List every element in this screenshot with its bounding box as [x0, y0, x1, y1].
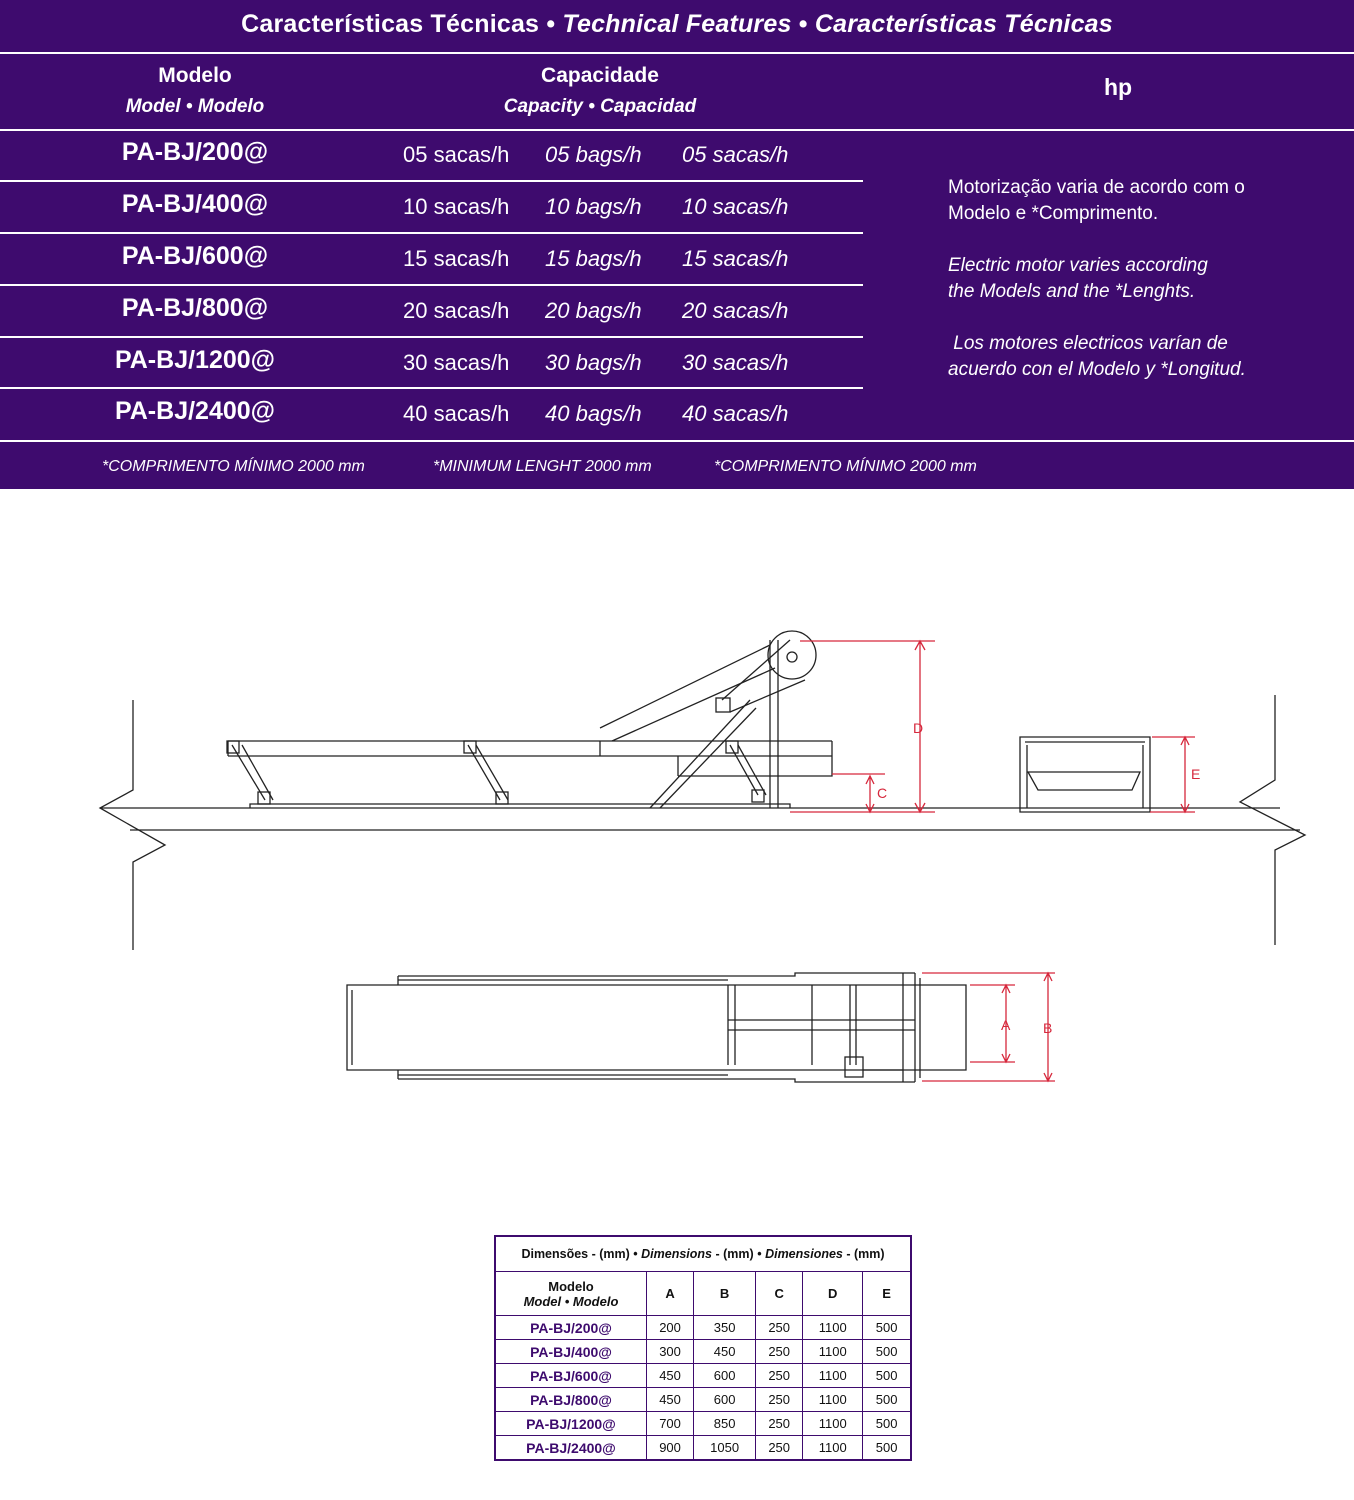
dimensions-table: [494, 1235, 912, 1461]
top-view-outline: [398, 973, 915, 985]
divider: [0, 440, 1354, 442]
cell-e: 500: [863, 1364, 911, 1388]
hp-note-es: [948, 331, 1348, 383]
support-legs: [227, 741, 790, 808]
motor-mount: [716, 698, 730, 712]
cell-model: PA-BJ/800@: [495, 1388, 647, 1412]
spec-row-capacity-es: 05 sacas/h: [682, 142, 789, 167]
drive-arm: [600, 645, 770, 728]
cell-d: 1100: [803, 1388, 863, 1412]
cell-c: 250: [756, 1340, 803, 1364]
footnote-es: *COMPRIMENTO MÍNIMO 2000 mm: [714, 458, 977, 475]
table-row: [495, 1388, 911, 1412]
hopper-outline: [1027, 745, 1143, 808]
top-view-outline: [728, 1020, 915, 1030]
spec-row-capacity-en: 40 bags/h: [545, 401, 642, 426]
cell-model: PA-BJ/600@: [495, 1364, 647, 1388]
hp-note-pt: [948, 175, 1348, 227]
spec-row: [0, 389, 863, 441]
hp-note-line: Motorização varia de acordo com o: [948, 177, 1245, 198]
spec-row-capacity-en: 10 bags/h: [545, 194, 642, 219]
spec-row-capacity-pt: 05 sacas/h: [403, 142, 510, 167]
hp-note-line: Electric motor varies according: [948, 255, 1208, 276]
spec-row-model: PA-BJ/800@: [121, 294, 269, 322]
header-model: [40, 60, 350, 122]
table-row: [495, 1412, 911, 1436]
cell-d: 1100: [803, 1436, 863, 1461]
belt: [730, 680, 805, 712]
dimension-labels-top: [1001, 1017, 1052, 1036]
cell-model: PA-BJ/2400@: [495, 1436, 647, 1461]
hp-note-line: acuerdo con el Modelo y *Longitud.: [948, 359, 1246, 380]
drive-assembly: [600, 631, 816, 808]
spec-row-model: PA-BJ/200@: [121, 138, 269, 166]
header-capacity-sub: Capacity • Capacidad: [503, 96, 697, 117]
motor-box: [845, 1057, 863, 1077]
hp-note-line: Modelo e *Comprimento.: [948, 203, 1159, 224]
cell-b: 1050: [694, 1436, 756, 1461]
title-pt: Características Técnicas: [241, 10, 540, 38]
dim-e-line: [1152, 737, 1195, 812]
caption-unit: - (mm): [846, 1247, 885, 1261]
spec-row: [0, 338, 863, 390]
technical-features-table: [0, 0, 1354, 489]
hp-note-en: [948, 253, 1348, 305]
spec-row-capacity-es: 10 sacas/h: [682, 194, 789, 219]
hp-note: [948, 175, 1348, 409]
cell-c: 250: [756, 1316, 803, 1340]
dim-b-line: [922, 973, 1055, 1081]
table-row: [495, 1436, 911, 1461]
cell-e: 500: [863, 1340, 911, 1364]
leg-bracket: [726, 741, 738, 753]
spec-row-capacity-pt: 30 sacas/h: [403, 350, 510, 375]
spec-row-capacity-pt: 15 sacas/h: [403, 246, 510, 271]
top-view-outline: [398, 980, 728, 1075]
dimension-lines-top: [922, 973, 1055, 1081]
right-break-mark: [1240, 695, 1305, 945]
cell-b: 600: [694, 1364, 756, 1388]
col-header-model-label: Modelo: [548, 1278, 594, 1294]
dimensions-caption: [495, 1236, 911, 1272]
cell-a: 450: [647, 1364, 694, 1388]
col-header-d: D: [803, 1272, 863, 1316]
technical-drawings: [0, 489, 1354, 1219]
spec-row-model: PA-BJ/400@: [121, 190, 269, 218]
dim-d-label: D: [913, 720, 924, 736]
spec-row-model: PA-BJ/1200@: [114, 346, 276, 374]
col-header-b: B: [694, 1272, 756, 1316]
col-header-model-sub: Model • Modelo: [523, 1293, 619, 1309]
title-sep: •: [798, 10, 808, 38]
spec-row: [0, 130, 863, 182]
col-header-model: [495, 1272, 647, 1316]
title-en: Technical Features: [562, 10, 792, 38]
caption-sep: •: [757, 1247, 762, 1261]
table-row: [495, 1364, 911, 1388]
top-view-outline: [903, 973, 920, 1082]
spec-row: [0, 182, 863, 234]
title-es: Características Técnicas: [814, 10, 1113, 38]
cell-model: PA-BJ/400@: [495, 1340, 647, 1364]
spec-row-capacity-pt: 20 sacas/h: [403, 298, 510, 323]
cell-d: 1100: [803, 1316, 863, 1340]
dim-b-label: B: [1043, 1020, 1053, 1036]
leg-bracket: [752, 790, 764, 802]
top-view-outline: [728, 985, 735, 1065]
hopper-outline: [1020, 737, 1150, 812]
header-capacity: [420, 60, 780, 122]
cell-e: 500: [863, 1388, 911, 1412]
col-header-a: A: [647, 1272, 694, 1316]
drive-arm: [612, 668, 775, 741]
cell-a: 300: [647, 1340, 694, 1364]
spec-row-capacity-es: 20 sacas/h: [682, 298, 789, 323]
top-view-outline: [398, 1070, 915, 1082]
caption-sep: •: [633, 1247, 638, 1261]
cell-a: 900: [647, 1436, 694, 1461]
dim-c-label: C: [877, 785, 888, 801]
spec-row: [0, 234, 863, 286]
conveyor-body: [228, 741, 832, 776]
support-leg: [738, 745, 766, 795]
cell-b: 850: [694, 1412, 756, 1436]
spec-row-capacity-pt: 40 sacas/h: [403, 401, 510, 426]
caption-es: Dimensiones: [765, 1247, 843, 1261]
caption-pt: Dimensões - (mm): [521, 1247, 630, 1261]
spec-row-capacity-es: 40 sacas/h: [682, 401, 789, 426]
hp-note-line: the Models and the *Lenghts.: [948, 281, 1196, 302]
header-hp: hp: [1103, 74, 1133, 100]
spec-row-model: PA-BJ/2400@: [114, 397, 276, 425]
cell-d: 1100: [803, 1340, 863, 1364]
hopper-drawing: [1020, 737, 1150, 812]
cell-b: 450: [694, 1340, 756, 1364]
dim-a-label: A: [1001, 1017, 1011, 1033]
cell-e: 500: [863, 1316, 911, 1340]
top-view-outline: [347, 985, 966, 1070]
table-row: [495, 1340, 911, 1364]
header-model-sub: Model • Modelo: [125, 96, 265, 117]
cell-d: 1100: [803, 1412, 863, 1436]
cell-b: 600: [694, 1388, 756, 1412]
table-row: [495, 1316, 911, 1340]
left-break-mark: [100, 700, 165, 950]
side-view-drawing: [100, 631, 1305, 950]
drive-pulley: [768, 631, 816, 679]
cell-c: 250: [756, 1364, 803, 1388]
spec-row: [0, 286, 863, 338]
cell-model: PA-BJ/200@: [495, 1316, 647, 1340]
conveyor-frame-line: [678, 741, 832, 776]
col-header-e: E: [863, 1272, 911, 1316]
dim-e-label: E: [1191, 766, 1201, 782]
cell-a: 200: [647, 1316, 694, 1340]
caption-en: Dimensions: [641, 1247, 713, 1261]
cell-e: 500: [863, 1412, 911, 1436]
spec-row-capacity-en: 20 bags/h: [545, 298, 642, 323]
header-capacity-label: Capacidade: [541, 64, 659, 87]
spec-row-capacity-pt: 10 sacas/h: [403, 194, 510, 219]
title-sep: •: [546, 10, 556, 38]
cell-c: 250: [756, 1388, 803, 1412]
dimension-labels-side: [877, 720, 1200, 801]
hp-note-line: Los motores electricos varían de: [948, 333, 1228, 354]
leg-bracket: [464, 741, 476, 753]
cell-c: 250: [756, 1412, 803, 1436]
header-model-label: Modelo: [158, 64, 232, 87]
cell-b: 350: [694, 1316, 756, 1340]
cell-d: 1100: [803, 1364, 863, 1388]
spec-row-capacity-es: 30 sacas/h: [682, 350, 789, 375]
col-header-c: C: [756, 1272, 803, 1316]
top-view-drawing: [347, 973, 1055, 1082]
top-view-outline: [812, 985, 856, 1065]
cell-a: 450: [647, 1388, 694, 1412]
caption-unit: - (mm): [715, 1247, 754, 1261]
spec-row-capacity-es: 15 sacas/h: [682, 246, 789, 271]
cell-a: 700: [647, 1412, 694, 1436]
footnote-en: *MINIMUM LENGHT 2000 mm: [433, 458, 652, 475]
spec-row-capacity-en: 05 bags/h: [545, 142, 642, 167]
cell-c: 250: [756, 1436, 803, 1461]
cell-e: 500: [863, 1436, 911, 1461]
spec-row-capacity-en: 30 bags/h: [545, 350, 642, 375]
footnote-pt: *COMPRIMENTO MÍNIMO 2000 mm: [102, 458, 365, 475]
spec-row-capacity-en: 15 bags/h: [545, 246, 642, 271]
drive-pulley-hub: [787, 652, 797, 662]
spec-title: [0, 10, 1354, 39]
cell-model: PA-BJ/1200@: [495, 1412, 647, 1436]
divider: [0, 52, 1354, 54]
hopper-outline: [1028, 772, 1140, 790]
drive-brace: [660, 708, 756, 808]
spec-row-model: PA-BJ/600@: [121, 242, 269, 270]
